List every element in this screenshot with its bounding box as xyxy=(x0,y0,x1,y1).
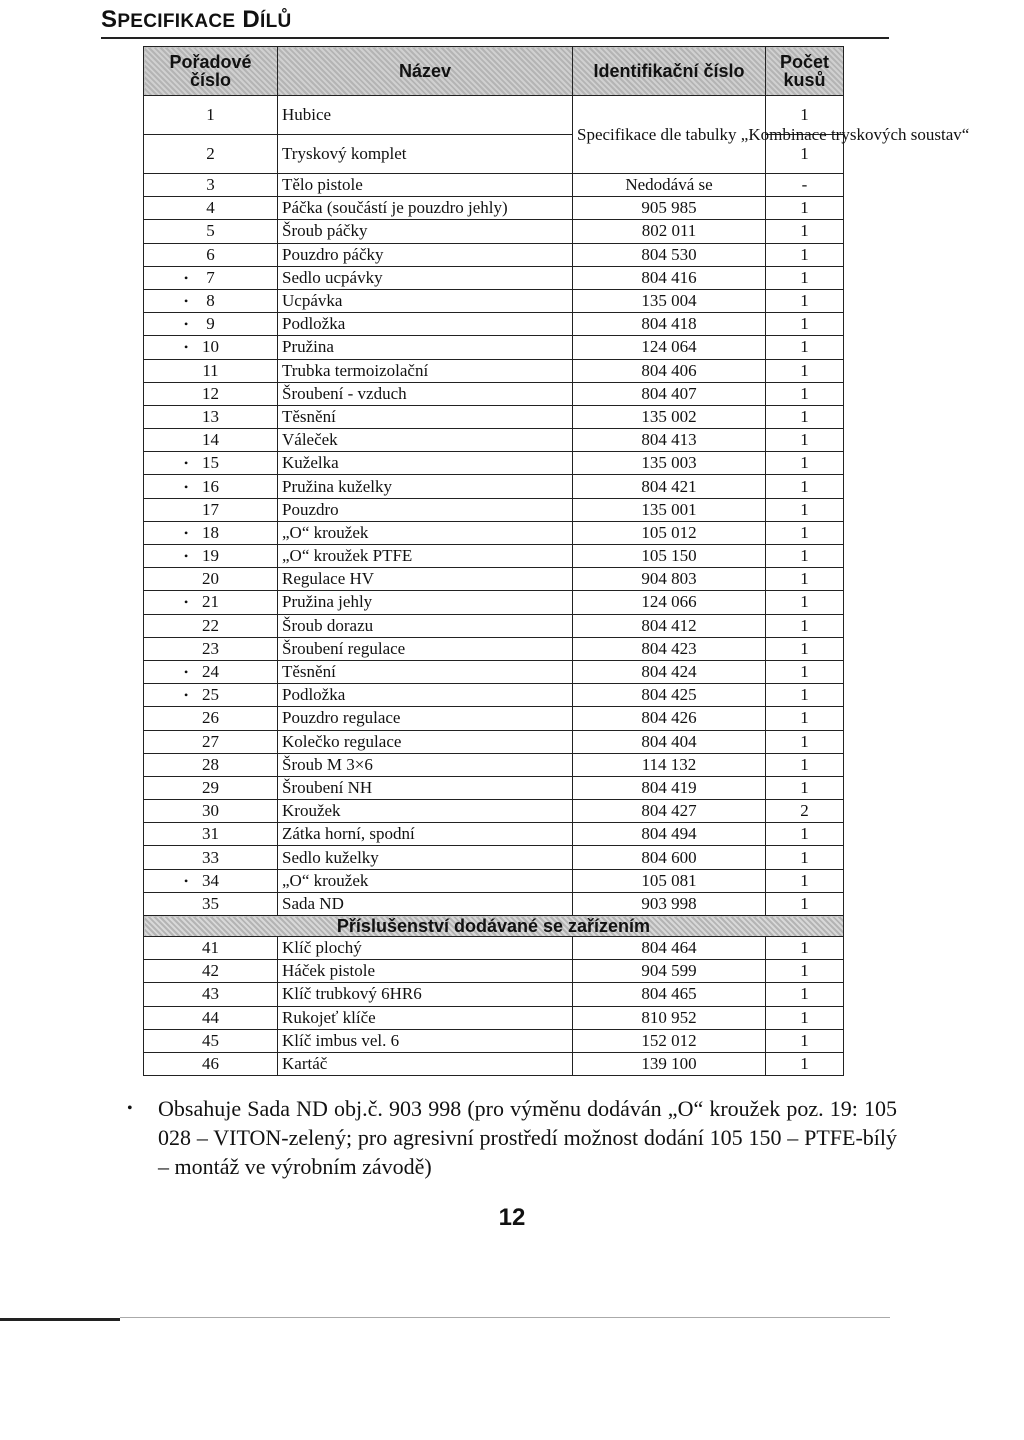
row-number-cell xyxy=(144,405,278,428)
table-row xyxy=(144,174,844,197)
row-name: Těsnění xyxy=(278,660,573,683)
row-count: 1 xyxy=(766,937,844,960)
row-number-cell xyxy=(144,937,278,960)
row-count: 1 xyxy=(766,545,844,568)
row-number-cell xyxy=(144,197,278,220)
row-count: 1 xyxy=(766,313,844,336)
bullet-marker: • xyxy=(184,340,189,355)
table-row xyxy=(144,753,844,776)
row-number-cell xyxy=(144,289,278,312)
row-name: Ucpávka xyxy=(278,289,573,312)
bullet-marker: • xyxy=(184,595,189,610)
footer-rule-thick xyxy=(0,1318,120,1321)
row-number-cell xyxy=(144,614,278,637)
table-row xyxy=(144,846,844,869)
row-number-cell xyxy=(144,313,278,336)
row-ident: 804 494 xyxy=(573,823,766,846)
row-ident: 804 412 xyxy=(573,614,766,637)
row-number: 10 xyxy=(202,337,219,357)
row-number-cell xyxy=(144,452,278,475)
row-name: Hubice xyxy=(278,96,573,135)
table-row xyxy=(144,382,844,405)
row-number: 33 xyxy=(202,847,219,867)
row-name: Páčka (součástí je pouzdro jehly) xyxy=(278,197,573,220)
row-ident: 903 998 xyxy=(573,892,766,915)
row-count: 1 xyxy=(766,1029,844,1052)
row-ident: 804 465 xyxy=(573,983,766,1006)
row-ident: 804 424 xyxy=(573,660,766,683)
shared-spec-cell: Specifikace dle tabulky „Kombinace tryskových soustav“ xyxy=(573,96,766,174)
row-number: 12 xyxy=(202,383,219,403)
page-number: 12 xyxy=(498,1204,526,1231)
accessories-section-row xyxy=(144,916,844,937)
row-number: 29 xyxy=(202,777,219,797)
row-count: 1 xyxy=(766,336,844,359)
table-row xyxy=(144,983,844,1006)
row-count: 1 xyxy=(766,660,844,683)
row-name: Pouzdro regulace xyxy=(278,707,573,730)
footnote xyxy=(127,1094,897,1181)
row-name: Podložka xyxy=(278,313,573,336)
row-count: 1 xyxy=(766,243,844,266)
row-ident: 804 416 xyxy=(573,266,766,289)
row-number: 18 xyxy=(202,522,219,542)
row-name: Pružina kuželky xyxy=(278,475,573,498)
table-row xyxy=(144,800,844,823)
table-row xyxy=(144,266,844,289)
row-name: Klíč trubkový 6HR6 xyxy=(278,983,573,1006)
row-name: Pouzdro xyxy=(278,498,573,521)
row-count: 1 xyxy=(766,753,844,776)
bullet-marker: • xyxy=(184,456,189,471)
row-ident: 904 599 xyxy=(573,960,766,983)
row-name: Tělo pistole xyxy=(278,174,573,197)
row-ident: 135 002 xyxy=(573,405,766,428)
row-number-cell xyxy=(144,1029,278,1052)
row-number: 41 xyxy=(202,938,219,958)
row-number-cell xyxy=(144,960,278,983)
row-number: 19 xyxy=(202,546,219,566)
row-count: 1 xyxy=(766,498,844,521)
row-count: 1 xyxy=(766,776,844,799)
row-ident: 105 012 xyxy=(573,521,766,544)
row-ident: 804 413 xyxy=(573,429,766,452)
row-number-cell xyxy=(144,220,278,243)
row-number-cell xyxy=(144,521,278,544)
row-name: Šroubení - vzduch xyxy=(278,382,573,405)
row-count: 1 xyxy=(766,135,844,174)
row-count: 1 xyxy=(766,289,844,312)
row-number: 15 xyxy=(202,453,219,473)
row-number-cell xyxy=(144,983,278,1006)
row-count: 1 xyxy=(766,266,844,289)
row-number: 11 xyxy=(202,360,219,380)
row-number: 35 xyxy=(202,893,219,913)
row-number: 21 xyxy=(202,592,219,612)
row-number-cell xyxy=(144,475,278,498)
row-name: Váleček xyxy=(278,429,573,452)
row-ident: 114 132 xyxy=(573,753,766,776)
row-number: 27 xyxy=(202,731,219,751)
row-number: 1 xyxy=(144,96,278,135)
row-ident: 152 012 xyxy=(573,1029,766,1052)
row-ident: 804 426 xyxy=(573,707,766,730)
table-row xyxy=(144,243,844,266)
row-number: 22 xyxy=(202,615,219,635)
row-number: 3 xyxy=(206,175,215,195)
row-name: Klíč imbus vel. 6 xyxy=(278,1029,573,1052)
bullet-marker: • xyxy=(184,665,189,680)
footnote-bullet: • xyxy=(127,1100,133,1117)
row-number-cell xyxy=(144,498,278,521)
row-count: 1 xyxy=(766,823,844,846)
row-number: 13 xyxy=(202,406,219,426)
table-row xyxy=(144,614,844,637)
parts-table xyxy=(143,46,970,1076)
row-number-cell xyxy=(144,776,278,799)
row-name: Rukojeť klíče xyxy=(278,1006,573,1029)
table-row xyxy=(144,475,844,498)
table-row xyxy=(144,1029,844,1052)
table-row xyxy=(144,707,844,730)
row-ident: 124 064 xyxy=(573,336,766,359)
row-name: Šroubení regulace xyxy=(278,637,573,660)
row-number-cell xyxy=(144,1052,278,1075)
row-count: 1 xyxy=(766,614,844,637)
table-row xyxy=(144,591,844,614)
header-name: Název xyxy=(278,47,573,96)
row-number: 16 xyxy=(202,476,219,496)
row-name: Kolečko regulace xyxy=(278,730,573,753)
row-name: Šroub dorazu xyxy=(278,614,573,637)
row-number: 44 xyxy=(202,1007,219,1027)
row-number-cell xyxy=(144,660,278,683)
bullet-marker: • xyxy=(184,317,189,332)
row-number-cell xyxy=(144,1006,278,1029)
row-name: Háček pistole xyxy=(278,960,573,983)
row-count: 1 xyxy=(766,707,844,730)
row-count: 1 xyxy=(766,846,844,869)
row-count: 1 xyxy=(766,960,844,983)
row-name: Šroubení NH xyxy=(278,776,573,799)
row-number: 23 xyxy=(202,638,219,658)
row-name: Pružina jehly xyxy=(278,591,573,614)
row-ident: 124 066 xyxy=(573,591,766,614)
table-row xyxy=(144,937,844,960)
bullet-marker: • xyxy=(184,294,189,309)
row-count: 1 xyxy=(766,359,844,382)
row-number-cell xyxy=(144,266,278,289)
row-name: Kartáč xyxy=(278,1052,573,1075)
bullet-marker: • xyxy=(184,479,189,494)
row-count: 1 xyxy=(766,382,844,405)
bullet-marker: • xyxy=(184,873,189,888)
row-number: 7 xyxy=(206,267,215,287)
bullet-marker: • xyxy=(184,549,189,564)
row-count: 1 xyxy=(766,1006,844,1029)
row-count: - xyxy=(766,174,844,197)
table-row xyxy=(144,776,844,799)
row-number: 26 xyxy=(202,708,219,728)
table-row xyxy=(144,684,844,707)
row-number-cell xyxy=(144,753,278,776)
row-count: 1 xyxy=(766,730,844,753)
row-number: 30 xyxy=(202,801,219,821)
row-number: 4 xyxy=(206,198,215,218)
row-ident: Nedodává se xyxy=(573,174,766,197)
row-count: 1 xyxy=(766,591,844,614)
section-title: Příslušenství dodávané se zařízením xyxy=(144,916,844,937)
row-number: 17 xyxy=(202,499,219,519)
bullet-marker: • xyxy=(184,270,189,285)
row-ident: 804 600 xyxy=(573,846,766,869)
row-number: 2 xyxy=(144,135,278,174)
row-number-cell xyxy=(144,568,278,591)
table-row xyxy=(144,568,844,591)
row-name: Regulace HV xyxy=(278,568,573,591)
row-number-cell xyxy=(144,846,278,869)
row-number-cell xyxy=(144,591,278,614)
table-row xyxy=(144,823,844,846)
row-number: 42 xyxy=(202,961,219,981)
row-number: 5 xyxy=(206,221,215,241)
row-name: Kuželka xyxy=(278,452,573,475)
row-number-cell xyxy=(144,800,278,823)
row-name: Sada ND xyxy=(278,892,573,915)
table-row xyxy=(144,498,844,521)
row-name: Pouzdro páčky xyxy=(278,243,573,266)
table-header-row xyxy=(144,47,844,96)
row-ident: 804 404 xyxy=(573,730,766,753)
row-count: 1 xyxy=(766,475,844,498)
row-count: 1 xyxy=(766,684,844,707)
row-name: Pružina xyxy=(278,336,573,359)
bullet-marker: • xyxy=(184,688,189,703)
row-count: 2 xyxy=(766,800,844,823)
footer-rule-thin xyxy=(120,1317,890,1318)
table-row xyxy=(144,452,844,475)
row-count: 1 xyxy=(766,96,844,135)
header-order: Pořadové číslo xyxy=(144,47,278,96)
row-name: „O“ kroužek xyxy=(278,869,573,892)
row-number: 34 xyxy=(202,870,219,890)
row-number-cell xyxy=(144,429,278,452)
row-name: Klíč plochý xyxy=(278,937,573,960)
row-ident: 804 464 xyxy=(573,937,766,960)
row-name: Kroužek xyxy=(278,800,573,823)
row-number-cell xyxy=(144,545,278,568)
row-number: 24 xyxy=(202,662,219,682)
table-row xyxy=(144,545,844,568)
row-ident: 105 081 xyxy=(573,869,766,892)
row-number-cell xyxy=(144,359,278,382)
row-number-cell xyxy=(144,243,278,266)
row-name: „O“ kroužek PTFE xyxy=(278,545,573,568)
table-row xyxy=(144,730,844,753)
row-ident: 904 803 xyxy=(573,568,766,591)
row-count: 1 xyxy=(766,452,844,475)
row-name: Sedlo kuželky xyxy=(278,846,573,869)
table-row xyxy=(144,660,844,683)
row-count: 1 xyxy=(766,429,844,452)
table-row xyxy=(144,336,844,359)
row-number: 25 xyxy=(202,685,219,705)
row-ident: 905 985 xyxy=(573,197,766,220)
row-count: 1 xyxy=(766,197,844,220)
row-ident: 804 425 xyxy=(573,684,766,707)
row-ident: 105 150 xyxy=(573,545,766,568)
row-ident: 135 003 xyxy=(573,452,766,475)
row-name: Zátka horní, spodní xyxy=(278,823,573,846)
row-count: 1 xyxy=(766,568,844,591)
table-row xyxy=(144,521,844,544)
row-ident: 804 427 xyxy=(573,800,766,823)
row-ident: 135 004 xyxy=(573,289,766,312)
table-row xyxy=(144,1006,844,1029)
row-ident: 810 952 xyxy=(573,1006,766,1029)
row-count: 1 xyxy=(766,1052,844,1075)
row-name: Trubka termoizolační xyxy=(278,359,573,382)
table-row xyxy=(144,96,844,135)
row-name: „O“ kroužek xyxy=(278,521,573,544)
row-ident: 804 406 xyxy=(573,359,766,382)
table-row xyxy=(144,359,844,382)
row-ident: 804 421 xyxy=(573,475,766,498)
header-count: Počet kusů xyxy=(766,47,844,96)
table-row xyxy=(144,405,844,428)
table-row xyxy=(144,892,844,915)
row-count: 1 xyxy=(766,405,844,428)
table-row xyxy=(144,197,844,220)
row-number-cell xyxy=(144,707,278,730)
row-number-cell xyxy=(144,382,278,405)
row-ident: 135 001 xyxy=(573,498,766,521)
row-count: 1 xyxy=(766,892,844,915)
row-number: 8 xyxy=(206,291,215,311)
row-number-cell xyxy=(144,730,278,753)
table-row xyxy=(144,1052,844,1075)
row-number-cell xyxy=(144,869,278,892)
row-count: 1 xyxy=(766,869,844,892)
row-name: Podložka xyxy=(278,684,573,707)
footnote-text: Obsahuje Sada ND obj.č. 903 998 (pro výměnu dodáván „O“ kroužek poz. 19: 105 028 – VITON-zelený; pro agresivní prostředí možnost dodání 105 150 – PTFE-bílý – montáž ve výrobním závodě) xyxy=(158,1096,897,1179)
row-number: 45 xyxy=(202,1030,219,1050)
row-number: 14 xyxy=(202,430,219,450)
table-row xyxy=(144,960,844,983)
row-number: 31 xyxy=(202,824,219,844)
row-count: 1 xyxy=(766,521,844,544)
row-name: Tryskový komplet xyxy=(278,135,573,174)
row-number-cell xyxy=(144,823,278,846)
row-ident: 139 100 xyxy=(573,1052,766,1075)
row-count: 1 xyxy=(766,637,844,660)
row-number-cell xyxy=(144,336,278,359)
row-name: Těsnění xyxy=(278,405,573,428)
row-number: 6 xyxy=(206,244,215,264)
row-name: Šroub páčky xyxy=(278,220,573,243)
row-count: 1 xyxy=(766,220,844,243)
row-number: 46 xyxy=(202,1054,219,1074)
table-row xyxy=(144,637,844,660)
row-ident: 804 419 xyxy=(573,776,766,799)
table-row xyxy=(144,220,844,243)
table-row xyxy=(144,313,844,336)
row-name: Šroub M 3×6 xyxy=(278,753,573,776)
row-number-cell xyxy=(144,684,278,707)
row-ident: 804 407 xyxy=(573,382,766,405)
row-number-cell xyxy=(144,637,278,660)
page-heading: SPECIFIKACE DÍLŮ xyxy=(101,6,889,39)
row-ident: 802 011 xyxy=(573,220,766,243)
row-number: 9 xyxy=(206,314,215,334)
row-count: 1 xyxy=(766,983,844,1006)
row-ident: 804 530 xyxy=(573,243,766,266)
bullet-marker: • xyxy=(184,525,189,540)
row-ident: 804 423 xyxy=(573,637,766,660)
table-row xyxy=(144,869,844,892)
row-number: 43 xyxy=(202,984,219,1004)
row-name: Sedlo ucpávky xyxy=(278,266,573,289)
row-number: 28 xyxy=(202,754,219,774)
row-number: 20 xyxy=(202,569,219,589)
header-ident: Identifikační číslo xyxy=(573,47,766,96)
row-number-cell xyxy=(144,892,278,915)
table-row xyxy=(144,429,844,452)
table-row xyxy=(144,289,844,312)
row-number-cell xyxy=(144,174,278,197)
row-ident: 804 418 xyxy=(573,313,766,336)
